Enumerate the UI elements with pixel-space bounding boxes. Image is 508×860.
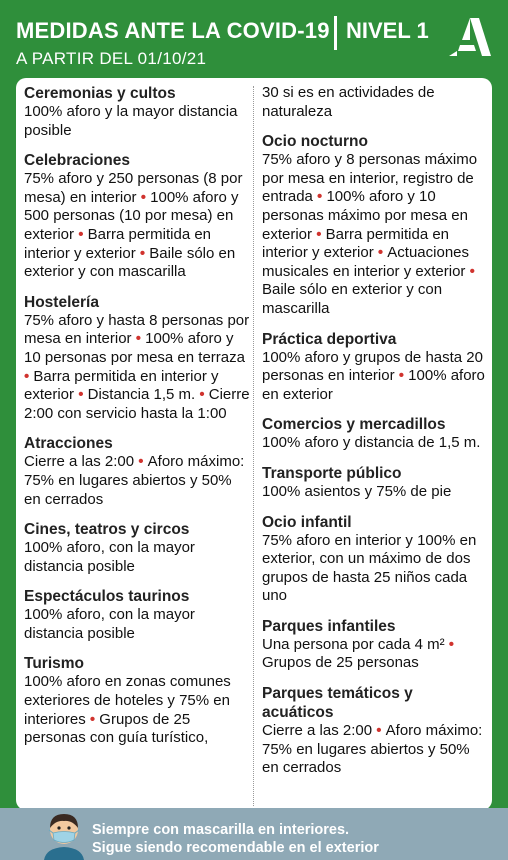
section-body xyxy=(24,539,252,576)
bullet-dot-icon: • xyxy=(131,330,146,348)
section-title: Espectáculos taurinos xyxy=(24,588,190,606)
measure-text: 100% aforo, con la mayor distancia posible xyxy=(24,539,195,575)
left-column xyxy=(24,84,252,759)
measure-text: Distancia 1,5 m. xyxy=(87,386,196,404)
measure-text: 100% aforo y 500 personas (10 por mesa) en exterior xyxy=(24,188,239,243)
measure-section xyxy=(262,84,488,121)
measure-section xyxy=(24,587,252,643)
bullet-dot-icon: • xyxy=(135,244,150,262)
title-divider xyxy=(334,16,337,50)
footer-line-2: Sigue siendo recomendable en el exterior xyxy=(92,840,379,856)
measure-text: 75% aforo y 250 personas (8 por mesa) en interior xyxy=(24,170,243,206)
section-body xyxy=(24,453,252,509)
masked-person-icon xyxy=(38,808,90,860)
section-title: Ocio infantil xyxy=(262,513,352,531)
measure-text: Cierre 2:00 con servicio hasta la 1:00 xyxy=(24,386,250,422)
measure-text: Aforo máximo: 75% en lugares abiertos y 50% en cerrados xyxy=(24,453,245,508)
measure-section xyxy=(24,293,252,424)
section-body xyxy=(262,434,488,453)
section-body xyxy=(262,722,488,778)
level-label: NIVEL 1 xyxy=(346,18,429,43)
bullet-dot-icon: • xyxy=(394,367,409,385)
measure-text: 100% aforo en exterior xyxy=(262,367,485,403)
measure-text: 30 si es en actividades de naturaleza xyxy=(262,84,435,120)
bullet-dot-icon: • xyxy=(134,453,148,471)
measure-text: Actuaciones musicales en interior y exterior xyxy=(262,244,470,280)
footer-banner xyxy=(0,808,508,860)
measure-text: 100% aforo y 10 personas por mesa en terraza xyxy=(24,330,245,366)
section-body xyxy=(262,483,488,502)
bullet-dot-icon: • xyxy=(136,188,151,206)
bullet-dot-icon: • xyxy=(373,244,388,262)
date-subtitle: A PARTIR DEL 01/10/21 xyxy=(16,49,207,68)
section-body xyxy=(262,151,488,318)
measure-text: 100% aforo y la mayor distancia posible xyxy=(24,103,238,139)
right-column xyxy=(262,84,488,789)
measure-section xyxy=(262,684,488,778)
measure-text: 75% aforo y hasta 8 personas por mesa en interior xyxy=(24,311,250,348)
measure-text: Barra permitida en interior y exterior xyxy=(262,225,450,262)
footer-text xyxy=(92,821,379,857)
section-body xyxy=(24,103,252,140)
bullet-dot-icon: • xyxy=(85,710,100,728)
footer-line-1: Siempre con mascarilla en interiores. xyxy=(92,822,350,838)
measure-text: 75% aforo en interior y 100% en exterior, con un máximo de dos grupos de hasta 25 niños cada uno xyxy=(262,531,477,605)
section-title: Parques temáticos y acuáticos xyxy=(262,685,413,722)
section-body xyxy=(24,673,252,747)
measure-text: Cierre a las 2:00 xyxy=(24,453,135,471)
bullet-dot-icon: • xyxy=(372,722,386,740)
section-title: Hostelería xyxy=(24,293,99,311)
measures-card xyxy=(16,78,492,810)
measure-text: 75% aforo y 8 personas máximo por mesa en interior, registro de entrada xyxy=(262,151,478,206)
section-body xyxy=(262,532,488,606)
bullet-dot-icon: • xyxy=(444,635,455,653)
measure-text: 100% aforo y grupos de hasta 20 personas en interior xyxy=(262,348,483,385)
measure-text: Una persona por cada 4 m² xyxy=(262,635,445,653)
measure-section xyxy=(262,513,488,606)
measure-section xyxy=(262,415,488,453)
section-title: Ceremonias y cultos xyxy=(24,85,176,102)
measure-text: Baile sólo en exterior y con mascarilla xyxy=(262,281,443,317)
header xyxy=(0,0,508,78)
bullet-dot-icon: • xyxy=(74,386,88,404)
section-body xyxy=(262,84,488,121)
section-title: Práctica deportiva xyxy=(262,330,397,348)
bullet-dot-icon: • xyxy=(195,386,209,404)
bullet-dot-icon: • xyxy=(24,367,34,385)
section-title: Transporte público xyxy=(262,464,402,482)
section-title: Parques infantiles xyxy=(262,617,396,635)
section-title: Cines, teatros y circos xyxy=(24,521,190,539)
measure-text: Barra permitida en interior y exterior xyxy=(24,367,219,404)
measure-text: 100% aforo en zonas comunes exteriores de hoteles y 75% en interiores xyxy=(24,673,231,728)
measure-text: Baile sólo en exterior y con mascarilla xyxy=(24,244,236,281)
section-body xyxy=(24,312,252,424)
section-body xyxy=(24,606,252,643)
column-divider xyxy=(253,86,254,806)
section-title: Celebraciones xyxy=(24,152,130,170)
measure-section xyxy=(24,520,252,576)
bullet-dot-icon: • xyxy=(312,225,326,243)
measure-section xyxy=(24,434,252,509)
measure-text: Aforo máximo: 75% en lugares abiertos y 50% en cerrados xyxy=(262,722,483,777)
section-body xyxy=(262,349,488,405)
junta-andalucia-logo-icon xyxy=(449,17,491,57)
bullet-dot-icon: • xyxy=(465,262,475,280)
section-title: Ocio nocturno xyxy=(262,133,368,151)
measure-section xyxy=(262,617,488,673)
measure-section xyxy=(262,464,488,502)
measure-section xyxy=(24,84,252,140)
page-title: MEDIDAS ANTE LA COVID-19 xyxy=(16,18,330,43)
measure-text: 100% aforo, con la mayor distancia posible xyxy=(24,606,195,642)
measure-section xyxy=(24,151,252,282)
section-title: Atracciones xyxy=(24,435,113,453)
measure-text: 100% aforo y distancia de 1,5 m. xyxy=(262,434,481,452)
section-body xyxy=(262,636,488,673)
measure-section xyxy=(262,330,488,405)
measure-text: 100% aforo y 10 personas máximo por mesa en exterior xyxy=(262,188,468,243)
section-title: Comercios y mercadillos xyxy=(262,416,446,434)
bullet-dot-icon: • xyxy=(74,225,88,243)
section-body xyxy=(24,170,252,282)
measure-text: Grupos de 25 personas con guía turístico, xyxy=(24,710,209,747)
bullet-dot-icon: • xyxy=(312,188,327,206)
measure-section xyxy=(262,132,488,318)
section-title: Turismo xyxy=(24,655,84,673)
measure-text: Grupos de 25 personas xyxy=(262,654,419,672)
measure-text: 100% asientos y 75% de pie xyxy=(262,482,452,500)
measure-text: Cierre a las 2:00 xyxy=(262,722,373,740)
measure-text: Barra permitida en interior y exterior xyxy=(24,225,212,262)
measure-section xyxy=(24,654,252,747)
